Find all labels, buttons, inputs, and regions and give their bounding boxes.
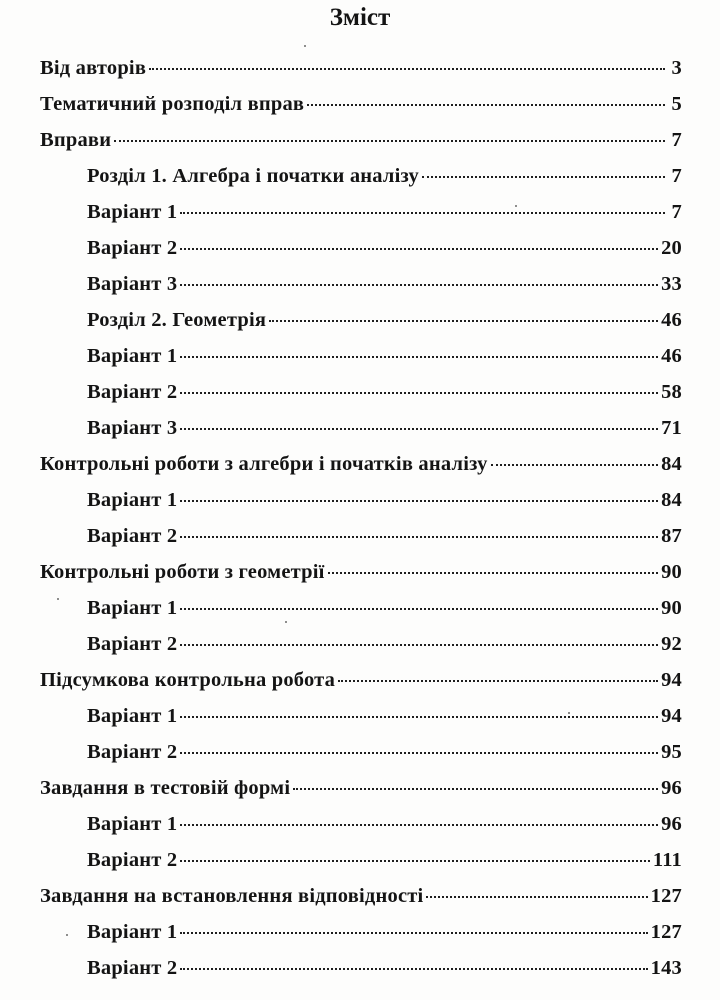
toc-entry-label: Варіант 2 (87, 849, 178, 871)
dot-leader (491, 464, 659, 466)
toc-entry-page: 96 (661, 813, 682, 835)
toc-entry-label: Варіант 2 (87, 633, 178, 655)
dot-leader (149, 68, 665, 70)
toc-entry-page: 94 (661, 705, 682, 727)
toc-entry-page: 20 (661, 237, 682, 259)
toc-entry-page: 33 (661, 273, 682, 295)
toc-entry-label: Варіант 1 (87, 705, 178, 727)
toc-entry-label: Варіант 2 (87, 741, 178, 763)
toc-entry-label: Варіант 1 (87, 345, 178, 367)
toc-entry[interactable] (40, 237, 682, 273)
toc-entry-label: Вправи (40, 129, 112, 151)
table-of-contents (40, 57, 682, 993)
dot-leader (180, 968, 647, 970)
dot-leader (180, 824, 658, 826)
toc-entry-page: 92 (661, 633, 682, 655)
toc-entry[interactable] (40, 129, 682, 165)
toc-entry[interactable] (40, 777, 682, 813)
dot-leader (426, 896, 647, 898)
toc-entry-label: Варіант 3 (87, 417, 178, 439)
toc-entry-page: 127 (650, 921, 682, 943)
toc-entry-label: Розділ 1. Алгебра і початки аналізу (87, 165, 419, 187)
toc-entry-page: 71 (661, 417, 682, 439)
dot-leader (114, 140, 665, 142)
toc-entry-page: 111 (652, 849, 682, 871)
toc-entry-page: 143 (650, 957, 682, 979)
toc-entry-page: 127 (650, 885, 682, 907)
dot-leader (338, 680, 658, 682)
dot-leader (180, 392, 658, 394)
scan-speck (515, 205, 517, 207)
toc-entry-label: Варіант 1 (87, 489, 178, 511)
dot-leader (180, 932, 647, 934)
scan-speck (285, 621, 287, 623)
dot-leader (269, 320, 658, 322)
toc-entry[interactable] (40, 561, 682, 597)
dot-leader (307, 104, 665, 106)
toc-entry-label: Контрольні роботи з алгебри і початків аналізу (40, 453, 488, 475)
toc-entry[interactable] (40, 957, 682, 993)
dot-leader (180, 500, 658, 502)
toc-entry[interactable] (40, 417, 682, 453)
dot-leader (180, 860, 650, 862)
dot-leader (180, 716, 658, 718)
toc-entry-page: 90 (661, 561, 682, 583)
toc-entry[interactable] (40, 345, 682, 381)
dot-leader (180, 644, 658, 646)
dot-leader (180, 752, 658, 754)
toc-entry-label: Розділ 2. Геометрія (87, 309, 267, 331)
toc-entry-page: 7 (671, 129, 682, 151)
toc-entry[interactable] (40, 669, 682, 705)
toc-entry[interactable] (40, 885, 682, 921)
toc-entry[interactable] (40, 633, 682, 669)
toc-entry[interactable] (40, 741, 682, 777)
page-title: Зміст (329, 4, 391, 31)
toc-entry-label: Від авторів (40, 57, 147, 79)
dot-leader (328, 572, 659, 574)
toc-entry-page: 58 (661, 381, 682, 403)
toc-entry[interactable] (40, 525, 682, 561)
dot-leader (180, 536, 658, 538)
toc-entry[interactable] (40, 705, 682, 741)
toc-entry[interactable] (40, 201, 682, 237)
toc-entry-page: 96 (661, 777, 682, 799)
toc-entry-page: 90 (661, 597, 682, 619)
toc-entry-page: 84 (661, 453, 682, 475)
toc-entry-label: Завдання в тестовій формі (40, 777, 291, 799)
toc-entry[interactable] (40, 813, 682, 849)
scan-speck (304, 45, 306, 47)
dot-leader (180, 608, 658, 610)
dot-leader (180, 248, 658, 250)
toc-entry-label: Тематичний розподіл вправ (40, 93, 305, 115)
toc-entry-label: Варіант 2 (87, 237, 178, 259)
toc-entry-page: 87 (661, 525, 682, 547)
toc-entry-page: 94 (661, 669, 682, 691)
toc-entry-page: 5 (671, 93, 682, 115)
toc-entry-page: 7 (671, 201, 682, 223)
toc-entry-label: Підсумкова контрольна робота (40, 669, 336, 691)
toc-entry-label: Варіант 1 (87, 921, 178, 943)
toc-entry[interactable] (40, 309, 682, 345)
toc-entry[interactable] (40, 57, 682, 93)
toc-entry-page: 84 (661, 489, 682, 511)
toc-entry-page: 7 (671, 165, 682, 187)
toc-entry-page: 3 (671, 57, 682, 79)
dot-leader (293, 788, 658, 790)
toc-entry[interactable] (40, 165, 682, 201)
toc-entry-label: Завдання на встановлення відповідності (40, 885, 424, 907)
toc-entry-label: Контрольні роботи з геометрії (40, 561, 325, 583)
toc-entry-label: Варіант 1 (87, 201, 178, 223)
toc-entry-label: Варіант 2 (87, 957, 178, 979)
toc-entry[interactable] (40, 921, 682, 957)
toc-entry-label: Варіант 1 (87, 813, 178, 835)
dot-leader (180, 356, 658, 358)
toc-entry[interactable] (40, 489, 682, 525)
toc-entry[interactable] (40, 597, 682, 633)
toc-entry-label: Варіант 2 (87, 525, 178, 547)
toc-entry-page: 95 (661, 741, 682, 763)
toc-entry[interactable] (40, 381, 682, 417)
toc-entry-label: Варіант 1 (87, 597, 178, 619)
toc-entry-label: Варіант 3 (87, 273, 178, 295)
toc-entry[interactable] (40, 849, 682, 885)
scan-speck (568, 712, 570, 714)
scan-speck (66, 934, 68, 936)
dot-leader (180, 428, 658, 430)
toc-entry-page: 46 (661, 345, 682, 367)
dot-leader (180, 212, 665, 214)
toc-entry-label: Варіант 2 (87, 381, 178, 403)
dot-leader (180, 284, 658, 286)
scan-speck (57, 598, 59, 600)
toc-entry[interactable] (40, 453, 682, 489)
dot-leader (422, 176, 665, 178)
toc-entry[interactable] (40, 93, 682, 129)
toc-entry[interactable] (40, 273, 682, 309)
toc-entry-page: 46 (661, 309, 682, 331)
